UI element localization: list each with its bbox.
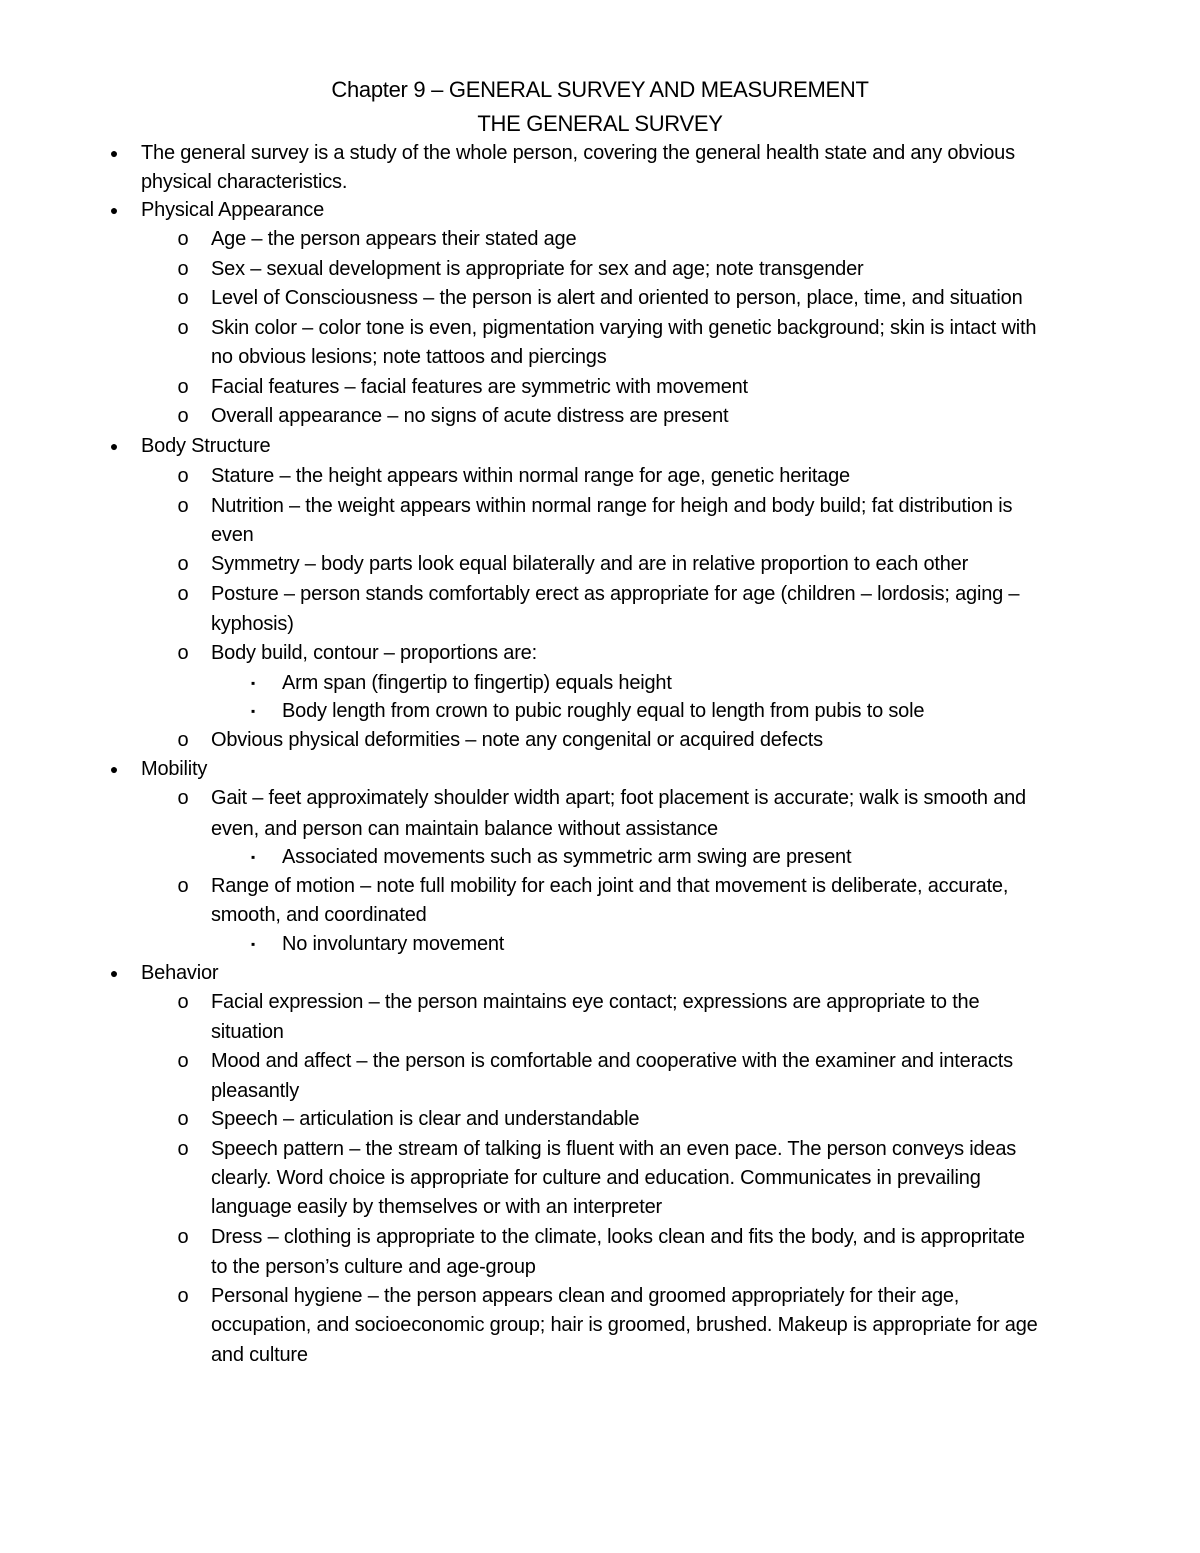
list-item — [0, 1341, 1200, 1370]
list-item-text: Posture – person stands comfortably erect as appropriate for age (children – lordosis; aging – — [211, 583, 1020, 605]
list-item — [0, 872, 1200, 901]
list-item — [0, 697, 1200, 726]
list-item — [0, 610, 1200, 639]
list-item-text: Level of Consciousness – the person is alert and oriented to person, place, time, and situation — [211, 287, 1023, 309]
circle-bullet-icon: o — [177, 1108, 189, 1130]
list-item-text: Gait – feet approximately shoulder width apart; foot placement is accurate; walk is smooth and — [211, 787, 1026, 809]
square-bullet-icon: ▪ — [250, 704, 256, 718]
circle-bullet-icon: o — [177, 495, 189, 517]
circle-bullet-icon: o — [177, 1138, 189, 1160]
list-item-text: Dress – clothing is appropriate to the climate, looks clean and fits the body, and is appropritate — [211, 1226, 1025, 1248]
circle-bullet-icon: o — [177, 465, 189, 487]
circle-bullet-icon: o — [177, 583, 189, 605]
list-item — [0, 669, 1200, 698]
list-item — [0, 402, 1200, 431]
list-item-text: Mobility — [141, 758, 208, 780]
list-item-text: language easily by themselves or with an interpreter — [211, 1196, 662, 1218]
square-bullet-icon: ▪ — [250, 850, 256, 864]
circle-bullet-icon: o — [177, 787, 189, 809]
list-item — [0, 1105, 1200, 1134]
list-item-text: Body Structure — [141, 435, 271, 457]
list-item-text: even, and person can maintain balance without assistance — [211, 818, 718, 840]
list-item-text: Sex – sexual development is appropriate for sex and age; note transgender — [211, 258, 864, 280]
list-item-text: and culture — [211, 1344, 308, 1366]
list-item-text: Physical Appearance — [141, 199, 324, 221]
circle-bullet-icon: o — [177, 258, 189, 280]
circle-bullet-icon: o — [177, 1285, 189, 1307]
list-item — [0, 1077, 1200, 1106]
list-item — [0, 492, 1200, 521]
list-item — [0, 639, 1200, 668]
list-item-text: Range of motion – note full mobility for each joint and that movement is deliberate, accurate, — [211, 875, 1009, 897]
circle-bullet-icon: o — [177, 729, 189, 751]
circle-bullet-icon: o — [177, 642, 189, 664]
list-item-text: Overall appearance – no signs of acute distress are present — [211, 405, 729, 427]
list-item — [0, 432, 1200, 461]
list-item — [0, 168, 1200, 197]
list-item — [0, 1135, 1200, 1164]
list-item — [0, 196, 1200, 225]
list-item — [0, 284, 1200, 313]
list-item — [0, 988, 1200, 1017]
list-item-text: Facial expression – the person maintains eye contact; expressions are appropriate to the — [211, 991, 980, 1013]
list-item-text: Symmetry – body parts look equal bilaterally and are in relative proportion to each other — [211, 553, 969, 575]
list-item-text: Speech pattern – the stream of talking is fluent with an even pace. The person conveys ideas — [211, 1138, 1017, 1160]
list-item — [0, 1047, 1200, 1076]
disc-bullet-icon: ● — [109, 202, 119, 218]
list-item-text: kyphosis) — [211, 613, 294, 635]
disc-bullet-icon: ● — [109, 438, 119, 454]
list-item — [0, 1311, 1200, 1340]
list-item — [0, 139, 1200, 168]
list-item — [0, 1223, 1200, 1252]
list-item — [0, 726, 1200, 755]
list-item-text: even — [211, 524, 254, 546]
list-item — [0, 255, 1200, 284]
list-item-text: Age – the person appears their stated age — [211, 228, 577, 250]
list-item-text: Personal hygiene – the person appears clean and groomed appropriately for their age, — [211, 1285, 960, 1307]
list-item — [0, 521, 1200, 550]
list-item-text: Obvious physical deformities – note any congenital or acquired defects — [211, 729, 823, 751]
list-item-text: clearly. Word choice is appropriate for culture and education. Communicates in prevailing — [211, 1167, 981, 1189]
list-item — [0, 930, 1200, 959]
circle-bullet-icon: o — [177, 228, 189, 250]
list-item-text: Speech – articulation is clear and understandable — [211, 1108, 640, 1130]
list-item — [0, 580, 1200, 609]
disc-bullet-icon: ● — [109, 761, 119, 777]
list-item — [0, 550, 1200, 579]
list-item-text: Body build, contour – proportions are: — [211, 642, 537, 664]
chapter-title: Chapter 9 – GENERAL SURVEY AND MEASUREMENT — [331, 77, 869, 102]
list-item — [0, 815, 1200, 844]
list-item-text: Skin color – color tone is even, pigmentation varying with genetic background; skin is intact with — [211, 317, 1037, 339]
list-item — [0, 755, 1200, 784]
list-item — [0, 225, 1200, 254]
list-item — [0, 1164, 1200, 1193]
circle-bullet-icon: o — [177, 1050, 189, 1072]
list-item-text: Arm span (fingertip to fingertip) equals height — [282, 672, 672, 694]
list-item-text: situation — [211, 1021, 284, 1043]
circle-bullet-icon: o — [177, 317, 189, 339]
list-item-text: Mood and affect – the person is comfortable and cooperative with the examiner and interacts — [211, 1050, 1013, 1072]
disc-bullet-icon: ● — [109, 965, 119, 981]
list-item — [0, 784, 1200, 813]
list-item — [0, 1253, 1200, 1282]
list-item-text: occupation, and socioeconomic group; hair is groomed, brushed. Makeup is appropriate for age — [211, 1314, 1038, 1336]
list-item — [0, 314, 1200, 343]
section-heading: THE GENERAL SURVEY — [477, 111, 723, 136]
circle-bullet-icon: o — [177, 1226, 189, 1248]
list-item — [0, 373, 1200, 402]
list-item — [0, 343, 1200, 372]
list-item — [0, 959, 1200, 988]
list-item-text: Nutrition – the weight appears within normal range for heigh and body build; fat distribution is — [211, 495, 1013, 517]
list-item-text: pleasantly — [211, 1080, 300, 1102]
list-item-text: Body length from crown to pubic roughly equal to length from pubis to sole — [282, 700, 925, 722]
square-bullet-icon: ▪ — [250, 937, 256, 951]
circle-bullet-icon: o — [177, 553, 189, 575]
list-item-text: Stature – the height appears within normal range for age, genetic heritage — [211, 465, 850, 487]
circle-bullet-icon: o — [177, 287, 189, 309]
list-item — [0, 1282, 1200, 1311]
list-item-text: Associated movements such as symmetric arm swing are present — [282, 846, 852, 868]
list-item-text: physical characteristics. — [141, 171, 348, 193]
list-item-text: Behavior — [141, 962, 219, 984]
list-item-text: to the person’s culture and age-group — [211, 1256, 536, 1278]
list-item-text: no obvious lesions; note tattoos and piercings — [211, 346, 607, 368]
square-bullet-icon: ▪ — [250, 676, 256, 690]
list-item — [0, 901, 1200, 930]
list-item — [0, 462, 1200, 491]
list-item-text: smooth, and coordinated — [211, 904, 427, 926]
circle-bullet-icon: o — [177, 991, 189, 1013]
list-item-text: No involuntary movement — [282, 933, 505, 955]
list-item — [0, 1018, 1200, 1047]
list-item — [0, 843, 1200, 872]
list-item-text: Facial features – facial features are symmetric with movement — [211, 376, 748, 398]
disc-bullet-icon: ● — [109, 145, 119, 161]
circle-bullet-icon: o — [177, 405, 189, 427]
circle-bullet-icon: o — [177, 376, 189, 398]
list-item — [0, 1193, 1200, 1222]
list-item-text: The general survey is a study of the whole person, covering the general health state and any obvious — [141, 142, 1015, 164]
circle-bullet-icon: o — [177, 875, 189, 897]
